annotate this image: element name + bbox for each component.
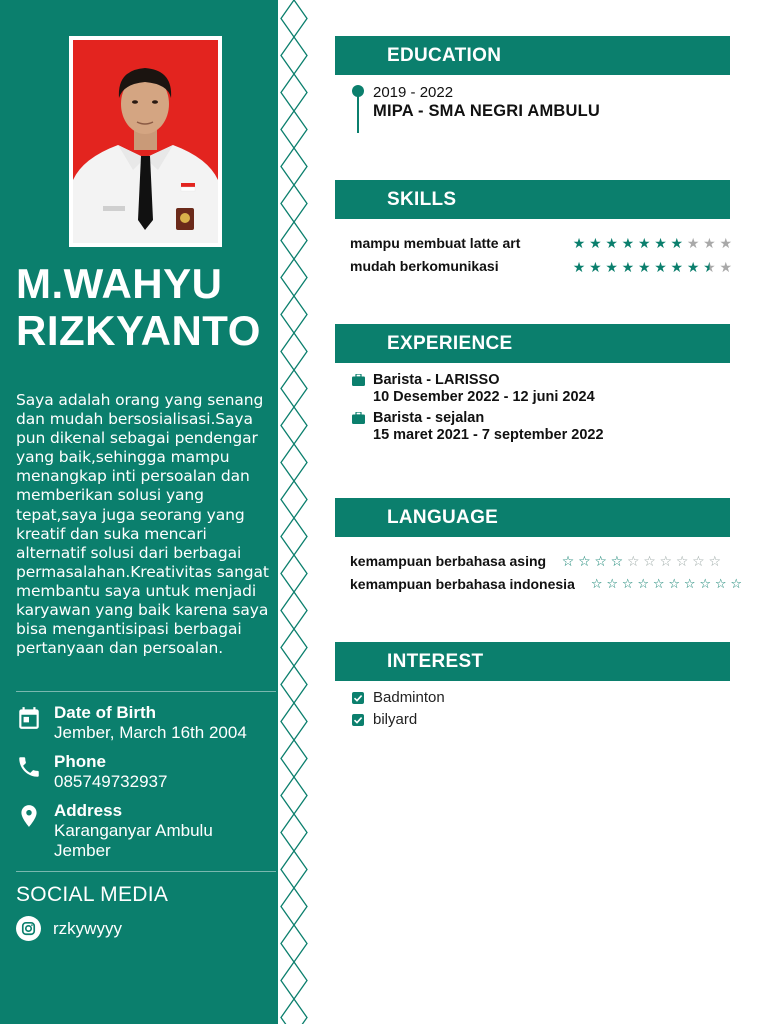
star-icon: ☆ <box>610 554 624 570</box>
star-icon: ★ <box>637 260 651 276</box>
experience-item <box>352 372 732 408</box>
phone-label: Phone <box>54 752 106 771</box>
lattice-pattern <box>278 0 310 1024</box>
dob-value: Jember, March 16th 2004 <box>54 723 247 742</box>
star-icon: ★ <box>670 236 684 252</box>
star-icon: ☆ <box>626 554 640 570</box>
star-icon: ☆ <box>643 554 657 570</box>
star-icon: ☆ <box>683 577 696 592</box>
interest-label: bilyard <box>373 711 418 728</box>
sidebar-divider <box>16 691 276 692</box>
experience-role: Barista - LARISSO <box>373 372 500 388</box>
star-icon: ★ <box>621 260 635 276</box>
briefcase-icon <box>352 412 365 424</box>
star-icon: ☆ <box>659 554 673 570</box>
instagram-handle: rzkywyyy <box>53 919 122 938</box>
star-icon: ☆ <box>692 554 705 570</box>
star-icon: ☆ <box>621 577 634 592</box>
star-icon: ★ <box>703 236 716 252</box>
skill-rating <box>571 261 734 275</box>
instagram-icon <box>16 916 41 941</box>
experience-header: EXPERIENCE <box>335 324 730 363</box>
full-name <box>16 260 276 354</box>
name-line-1: M.WAHYU <box>16 260 223 307</box>
star-icon: ★ <box>670 260 684 276</box>
language-rating <box>560 555 723 569</box>
profile-photo-frame <box>69 36 222 247</box>
star-icon: ☆ <box>652 577 665 592</box>
star-icon: ☆ <box>561 554 575 570</box>
checkbox-icon <box>352 714 364 726</box>
star-icon: ★ <box>654 260 668 276</box>
experience-role: Barista - sejalan <box>373 410 485 426</box>
phone-value: 085749732937 <box>54 772 168 791</box>
star-icon: ★ <box>572 260 586 276</box>
star-icon: ☆ <box>668 577 681 592</box>
star-icon: ☆ <box>594 554 608 570</box>
star-icon: ★ <box>605 236 619 252</box>
about-paragraph: Saya adalah orang yang senang dan mudah bersosialisasi.Saya pun dikenal sebagai pendengar yang baik,sehingga mampu menangkap inti persoalan dan memberikan solusi yang tepat,saya juga seorang yang kreatif dan suka mencari alternatif solusi dari berbagai permasalahan.Kreativitas sangat membantu saya untuk menjadi karyawan yang baik karena saya bisa mengantisipasi berbagai pertanyaan dan persoalan. <box>16 391 269 658</box>
star-icon: ★ <box>572 236 586 252</box>
sidebar-divider <box>16 871 276 872</box>
decorative-lattice-divider <box>278 0 310 1024</box>
education-years: 2019 - 2022 <box>373 84 454 101</box>
star-icon: ★ <box>719 260 733 276</box>
address-label: Address <box>54 801 123 820</box>
education-school: MIPA - SMA NEGRI AMBULU <box>373 102 601 120</box>
star-icon: ☆ <box>675 554 689 570</box>
address-value: Karanganyar Ambulu Jember <box>54 821 213 860</box>
star-icon: ★ <box>719 236 733 252</box>
star-icon: ☆ <box>708 554 722 570</box>
star-icon: ☆ <box>578 554 591 570</box>
star-icon: ★ <box>654 236 668 252</box>
interest-label: Badminton <box>373 689 445 706</box>
language-label: kemampuan berbahasa asing <box>350 553 547 569</box>
star-icon: ★ <box>605 260 619 276</box>
contact-phone <box>16 752 274 796</box>
calendar-icon <box>16 705 42 731</box>
experience-item <box>352 410 732 446</box>
education-header: EDUCATION <box>335 36 730 75</box>
language-header: LANGUAGE <box>335 498 730 537</box>
star-icon: ☆ <box>699 577 712 592</box>
timeline-line <box>357 93 359 133</box>
experience-dates: 10 Desember 2022 - 12 juni 2024 <box>373 389 595 405</box>
social-media-title: SOCIAL MEDIA <box>16 883 169 906</box>
skill-label: mampu membuat latte art <box>350 235 521 251</box>
star-icon: ★ <box>589 236 602 252</box>
skill-label: mudah berkomunikasi <box>350 258 499 274</box>
skills-header: SKILLS <box>335 180 730 219</box>
star-icon: ☆ <box>606 577 619 592</box>
star-icon: ★ <box>637 236 651 252</box>
star-icon: ☆ <box>637 577 650 592</box>
contact-address <box>16 801 274 863</box>
education-timeline <box>352 85 364 133</box>
phone-icon <box>16 754 42 780</box>
star-icon: ☆ <box>714 577 727 592</box>
portrait-illustration <box>73 40 218 243</box>
star-icon: ★ <box>589 260 602 276</box>
language-label: kemampuan berbahasa indonesia <box>350 576 575 592</box>
star-icon: ★ <box>703 260 716 276</box>
star-icon: ★ <box>686 260 700 276</box>
lattice-diamonds <box>281 0 307 1024</box>
experience-dates: 15 maret 2021 - 7 september 2022 <box>373 427 604 443</box>
skill-rating <box>571 237 734 251</box>
contact-dob <box>16 703 274 747</box>
language-rating <box>589 578 744 592</box>
star-icon: ☆ <box>730 577 743 592</box>
name-line-2: RIZKYANTO <box>16 307 261 354</box>
sidebar <box>0 0 278 1024</box>
star-icon: ★ <box>621 236 635 252</box>
star-icon: ☆ <box>590 577 603 592</box>
checkbox-icon <box>352 692 364 704</box>
dob-label: Date of Birth <box>54 703 156 722</box>
location-pin-icon <box>16 803 42 829</box>
star-icon: ★ <box>686 236 700 252</box>
profile-photo <box>73 40 218 243</box>
interest-header: INTEREST <box>335 642 730 681</box>
briefcase-icon <box>352 374 365 386</box>
